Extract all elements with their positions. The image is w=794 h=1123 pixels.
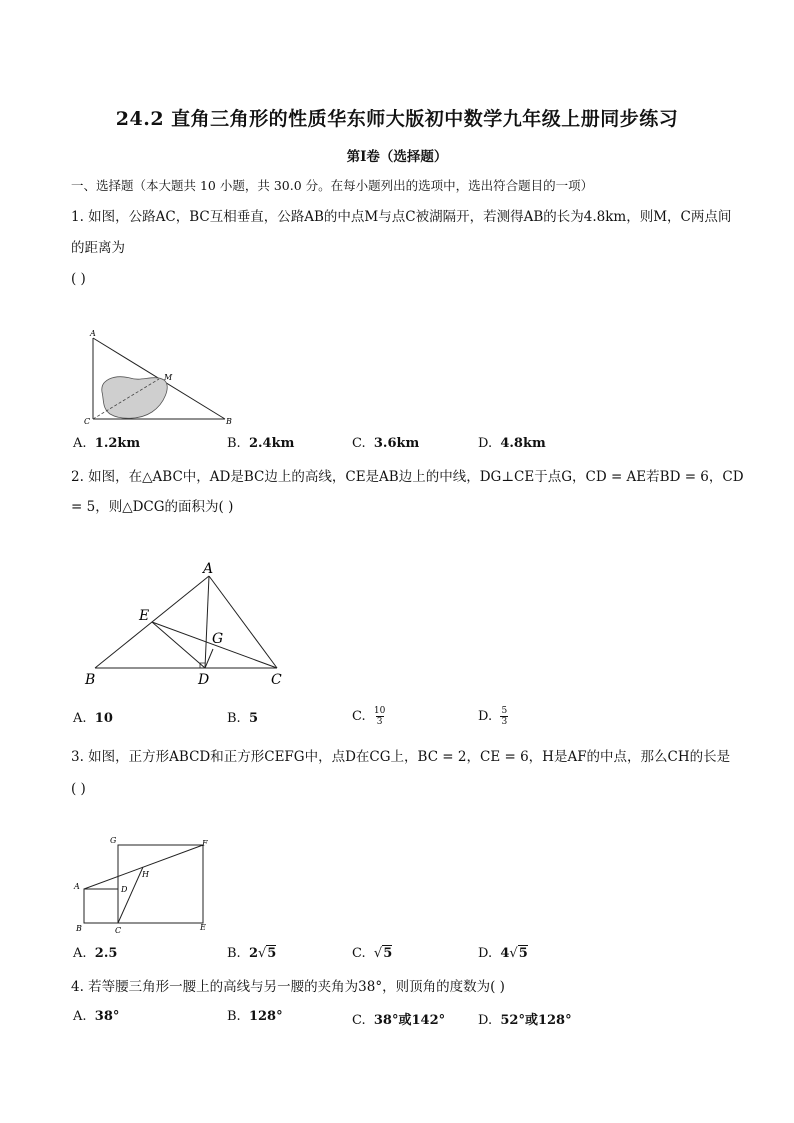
question-4-stem: 4. 若等腰三角形一腰上的高线与另一腰的夹角为38°，则顶角的度数为( ) <box>71 979 505 995</box>
sqrt-sign: √ <box>258 946 267 961</box>
q3-option-d[interactable]: D. 4√5 <box>478 946 528 961</box>
q1-option-a[interactable]: A. 1.2km <box>73 436 141 451</box>
q2-option-c[interactable]: C. $\frac{10}{3}$ <box>352 706 386 727</box>
question-2-stem-cont: = 5，则△DCG的面积为( ) <box>71 499 234 515</box>
q3-option-b[interactable]: B. 2√5 <box>227 946 277 961</box>
question-1-stem-cont: 的距离为 <box>71 240 125 256</box>
question-2-figure <box>82 558 292 690</box>
label-e: E <box>139 608 150 624</box>
q3-option-c[interactable]: C. √5 <box>352 946 393 961</box>
label-d: D <box>198 672 210 688</box>
q1-option-b[interactable]: B. 2.4km <box>227 436 295 451</box>
fraction: $\frac{5}{3}$ <box>501 706 508 727</box>
label-b: B <box>226 417 232 426</box>
question-2-stem: 2. 如图，在△ABC中，AD是BC边上的高线，CE是AB边上的中线，DG⊥CE于点G，CD = AE若BD = 6，CD <box>71 469 744 485</box>
label-g: G <box>212 631 224 647</box>
question-1-answer-blank: ( ) <box>71 271 86 287</box>
question-1-stem: 1. 如图，公路AC，BC互相垂直，公路AB的中点M与点C被湖隔开，若测得AB的长为4.8km，则M，C两点间 <box>71 209 732 225</box>
question-3-figure <box>70 834 220 936</box>
q4-option-c[interactable]: C. 38°或142° <box>352 1013 446 1028</box>
sqrt-sign: √ <box>373 946 383 961</box>
q2-option-b[interactable]: B. 5 <box>227 711 258 726</box>
label-a: A <box>74 882 80 891</box>
question-3-answer-blank: ( ) <box>71 781 86 797</box>
label-m: M <box>164 373 173 382</box>
label-a: A <box>203 561 214 577</box>
label-h: H <box>142 870 149 879</box>
q4-option-b[interactable]: B. 128° <box>227 1009 283 1024</box>
sqrt-sign: √ <box>509 946 518 961</box>
q1-option-c[interactable]: C. 3.6km <box>352 436 420 451</box>
question-3-stem: 3. 如图，正方形ABCD和正方形CEFG中，点D在CG上，BC = 2，CE = 6，H是AF的中点，那么CH的长是 <box>71 749 731 765</box>
q2-option-d[interactable]: D. $\frac{5}{3}$ <box>478 706 508 727</box>
label-d: D <box>121 885 128 894</box>
label-c: C <box>271 672 282 688</box>
label-b: B <box>76 924 82 933</box>
fraction: $\frac{10}{3}$ <box>373 706 386 727</box>
label-g: G <box>110 836 117 845</box>
section-subtitle: 第I卷（选择题） <box>346 149 448 165</box>
q2-option-a[interactable]: A. 10 <box>73 711 113 726</box>
q3-option-a[interactable]: A. 2.5 <box>73 946 118 961</box>
page-title: 24.2 直角三角形的性质华东师大版初中数学九年级上册同步练习 <box>115 108 679 130</box>
q4-option-a[interactable]: A. 38° <box>73 1009 120 1024</box>
question-1-figure <box>80 326 240 428</box>
label-e: E <box>200 923 206 932</box>
section-heading: 一、选择题（本大题共 10 小题，共 30.0 分。在每小题列出的选项中，选出符合题目的一项） <box>71 178 594 193</box>
label-c: C <box>115 926 122 935</box>
q4-option-d[interactable]: D. 52°或128° <box>478 1013 572 1028</box>
label-c: C <box>84 417 91 426</box>
label-a: A <box>90 329 96 338</box>
label-f: F <box>202 839 208 848</box>
q1-option-d[interactable]: D. 4.8km <box>478 436 546 451</box>
label-b: B <box>85 672 96 688</box>
